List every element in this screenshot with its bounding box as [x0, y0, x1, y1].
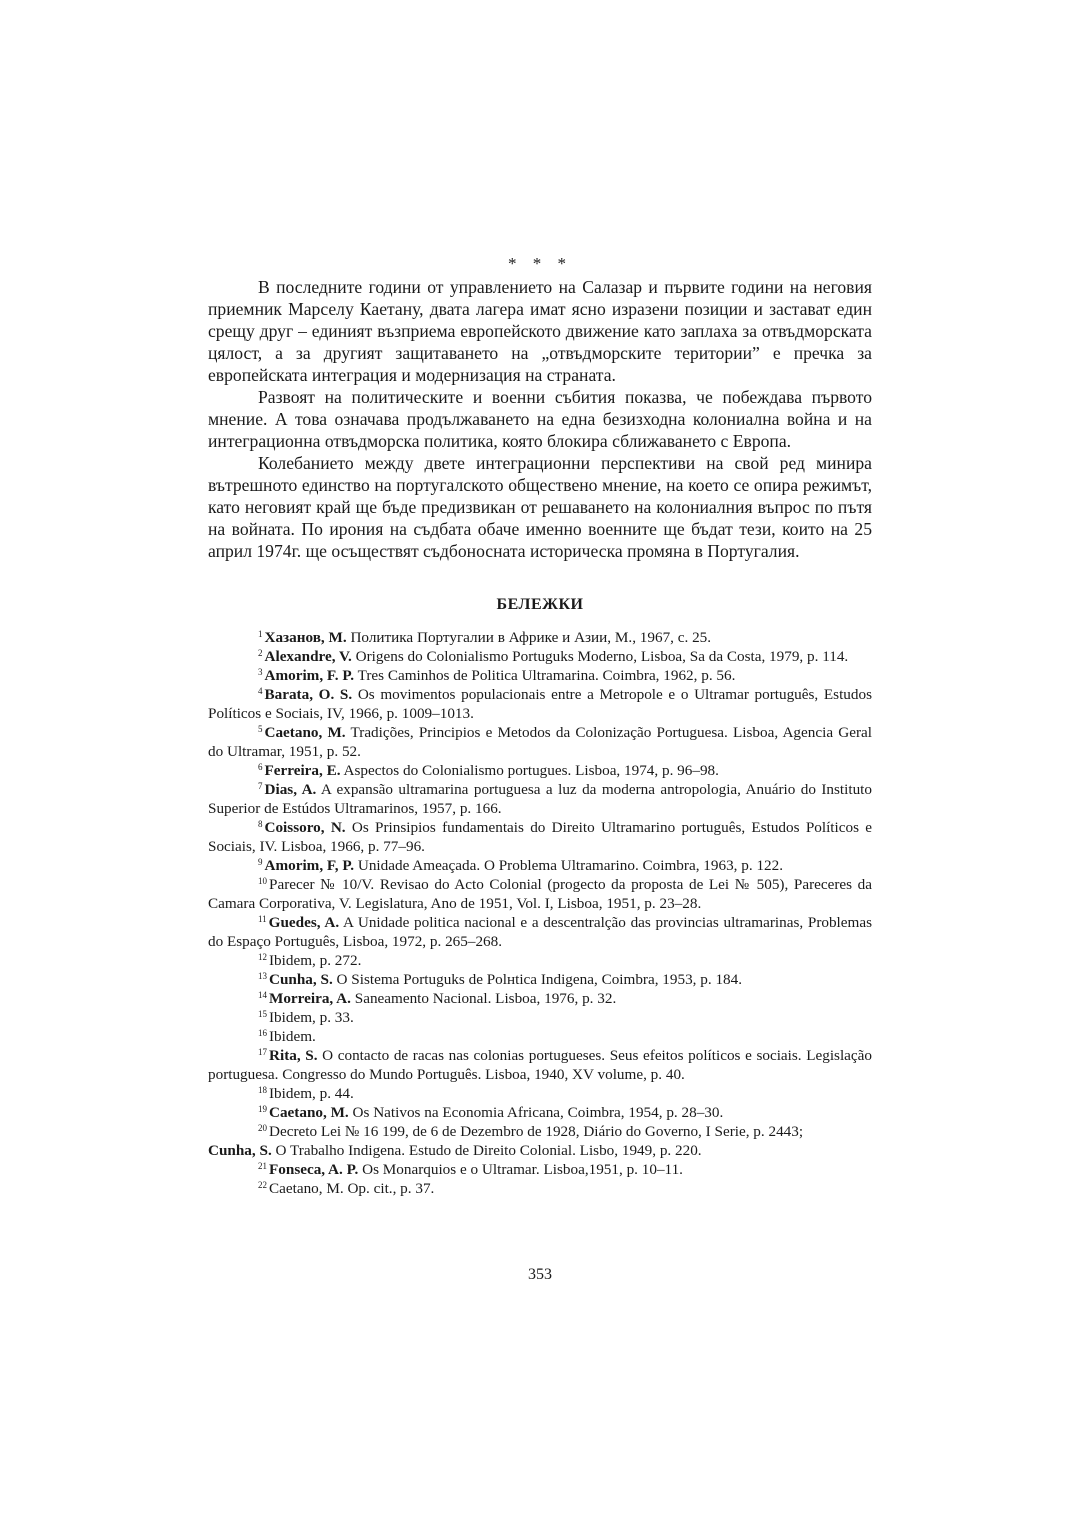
footnote-number: 19 [258, 1104, 267, 1114]
footnote-text: Aspectos do Colonialismo portugues. Lisboa, 1974, p. 96–98. [340, 762, 719, 779]
footnote [208, 685, 872, 723]
footnote-text: A expansão ultramarina portuguesa a luz da moderna antropologia, Anuário do Instituto Superior de Estúdos Ultramarinos, 1957, p. 166. [208, 781, 872, 817]
footnote [208, 1046, 872, 1084]
footnote-number: 21 [258, 1161, 267, 1171]
footnote-number: 3 [258, 667, 263, 677]
footnote [208, 1179, 872, 1198]
footnote [208, 913, 872, 951]
footnote-number: 11 [258, 914, 267, 924]
footnote-text: Caetano, M. Op. cit., p. 37. [269, 1180, 435, 1197]
footnote-number: 10 [258, 876, 267, 886]
footnote-number: 8 [258, 819, 263, 829]
footnote-author: Coissoro, N. [264, 819, 346, 836]
footnote-text: Decreto Lei № 16 199, de 6 de Dezembro de 1928, Diário do Governo, I Serie, p. 2443; [269, 1123, 804, 1140]
footnote-number: 5 [258, 724, 263, 734]
footnote-number: 13 [258, 971, 267, 981]
footnote-author: Rita, S. [269, 1047, 318, 1064]
footnote-text: Ibidem. [269, 1028, 316, 1045]
footnote [208, 970, 872, 989]
footnote [208, 1122, 872, 1160]
footnote-author: Хазанов, М. [264, 629, 347, 646]
footnote-author: Ferreira, E. [264, 762, 341, 779]
footnote-number: 14 [258, 990, 267, 1000]
footnote [208, 628, 872, 647]
footnote-number: 15 [258, 1009, 267, 1019]
footnote [208, 761, 872, 780]
footnote-text: O contacto de racas nas colonias portugueses. Seus efeitos políticos e sociais. Legislação portuguesa. Congresso do Mundo Português. Lisboa, 1940, XV volume, p. 40. [208, 1047, 872, 1083]
footnote-author: Cunha, S. [269, 971, 333, 988]
footnote-number: 17 [258, 1047, 267, 1057]
footnote [208, 1084, 872, 1103]
section-separator: * * * [508, 254, 572, 273]
body-text [208, 276, 872, 562]
footnote-text: Os Nativos na Economia Africana, Coimbra, 1954, p. 28–30. [348, 1104, 724, 1121]
footnote [208, 723, 872, 761]
footnote-number: 1 [258, 629, 263, 639]
footnote-number: 4 [258, 686, 263, 696]
paragraph: Колебанието между двете интеграционни перспективи на свой ред минира вътрешното единство на португалското обществено мнение, на което се опира режимът, като неговият край ще бъде предизвикан от решаването на колониалния въпрос по пътя на войната. По ирония на съдбата обаче именно военните ще бъдат тези, които на 25 април 1974г. ще осъществят съдбоносната историческа промяна в Португалия. [208, 453, 872, 561]
page-number: 353 [528, 1266, 552, 1283]
footnote-text: Unidade Ameaçada. O Problema Ultramarino. Coimbra, 1963, p. 122. [354, 857, 784, 874]
footnote-number: 22 [258, 1180, 267, 1190]
footnote-number: 20 [258, 1123, 267, 1133]
footnote-text: O Trabalho Indigena. Estudo de Direito Colonial. Lisbo, 1949, p. 220. [271, 1142, 702, 1159]
footnote [208, 875, 872, 913]
footnote-text: Parecer № 10/V. Revisao do Acto Colonial (progecto da proposta de Lei № 505), Pareceres da Camara Corporativa, V. Legislatura, Ano de 1951, Vol. I, Lisboa, 1951, p. 23–28. [208, 876, 872, 912]
notes-heading: БЕЛЕЖКИ [496, 596, 584, 613]
footnote-text: Tres Caminhos de Politica Ultramarina. Coimbra, 1962, p. 56. [354, 667, 736, 684]
footnote [208, 1103, 872, 1122]
footnote [208, 856, 872, 875]
footnote-author: Barata, O. S. [264, 686, 353, 703]
footnote-number: 18 [258, 1085, 267, 1095]
text-column [208, 252, 872, 1198]
footnote-number: 6 [258, 762, 263, 772]
footnote-number: 16 [258, 1028, 267, 1038]
footnote-text: Os movimentos populacionais entre a Metropole e o Ultramar português, Estudos Políticos e Sociais, IV, 1966, p. 1009–1013. [208, 686, 872, 722]
footnote [208, 780, 872, 818]
footnote-author: Morreira, A. [269, 990, 351, 1007]
footnote-text: Ibidem, p. 272. [269, 952, 362, 969]
footnote-text: Tradições, Principios e Metodos da Colonização Portuguesa. Lisboa, Agencia Geral do Ultramar, 1951, p. 52. [208, 724, 872, 760]
footnote-text: Ibidem, p. 44. [269, 1085, 354, 1102]
footnote-author: Cunha, S. [208, 1142, 272, 1159]
footnote [208, 647, 872, 666]
footnote-text: Ibidem, p. 33. [269, 1009, 354, 1026]
footnote-author: Fonseca, A. P. [269, 1161, 359, 1178]
footnote-author: Amorim, F. P. [264, 667, 355, 684]
footnote-author: Caetano, M. [264, 724, 346, 741]
footnote-text: A Unidade politica nacional e a descentralção das provincias ultramarinas, Problemas do Espaço Português, Lisboa, 1972, p. 265–268. [208, 914, 872, 950]
footnote-text: Saneamento Nacional. Lisboa, 1976, p. 32. [350, 990, 617, 1007]
footnote-author: Caetano, M. [269, 1104, 349, 1121]
footnote [208, 666, 872, 685]
footnote-number: 2 [258, 648, 263, 658]
footnote-author: Dias, A. [264, 781, 317, 798]
footnote [208, 1008, 872, 1027]
footnote-text: Os Monarquios e o Ultramar. Lisboa,1951, p. 10–11. [358, 1161, 683, 1178]
footnote-number: 9 [258, 857, 263, 867]
footnote [208, 951, 872, 970]
footnote-number: 12 [258, 952, 267, 962]
footnote-text: Os Prinsipios fundamentais do Direito Ultramarino português, Estudos Políticos e Sociais, IV. Lisboa, 1966, p. 77–96. [208, 819, 872, 855]
paragraph: В последните години от управлението на Салазар и първите години на неговия приемник Марселу Каетану, двата лагера имат ясно изразени позиции и застават един срещу друг – единият възприема европейското движение като заплаха за отвъдморската цялост, а за другият защитаването на „отвъдморските територии” е пречка за европейската интеграция и модернизация на страната. [208, 277, 872, 385]
footnote [208, 1027, 872, 1046]
footnote-text: Политика Португалии в Африке и Азии, М., 1967, с. 25. [346, 629, 712, 646]
notes-list [208, 628, 872, 1198]
footnote [208, 1160, 872, 1179]
footnote-author: Guedes, A. [268, 914, 340, 931]
paragraph: Развоят на политическите и военни събития показва, че побеждава първото мнение. А това означава продължаването на една безизходна колониална война и на интеграционна отвъдморска политика, която блокира сближаването с Европа. [208, 387, 872, 451]
footnote [208, 818, 872, 856]
footnote-text: Origens do Colonialismo Portuguks Moderno, Lisboa, Sa da Costa, 1979, p. 114. [351, 648, 849, 665]
footnote [208, 989, 872, 1008]
footnote-author: Alexandre, V. [264, 648, 352, 665]
footnote-number: 7 [258, 781, 263, 791]
footnote-author: Amorim, F, P. [264, 857, 355, 874]
footnote-text: O Sistema Portuguks de Polнtica Indigena, Coimbra, 1953, p. 184. [332, 971, 743, 988]
